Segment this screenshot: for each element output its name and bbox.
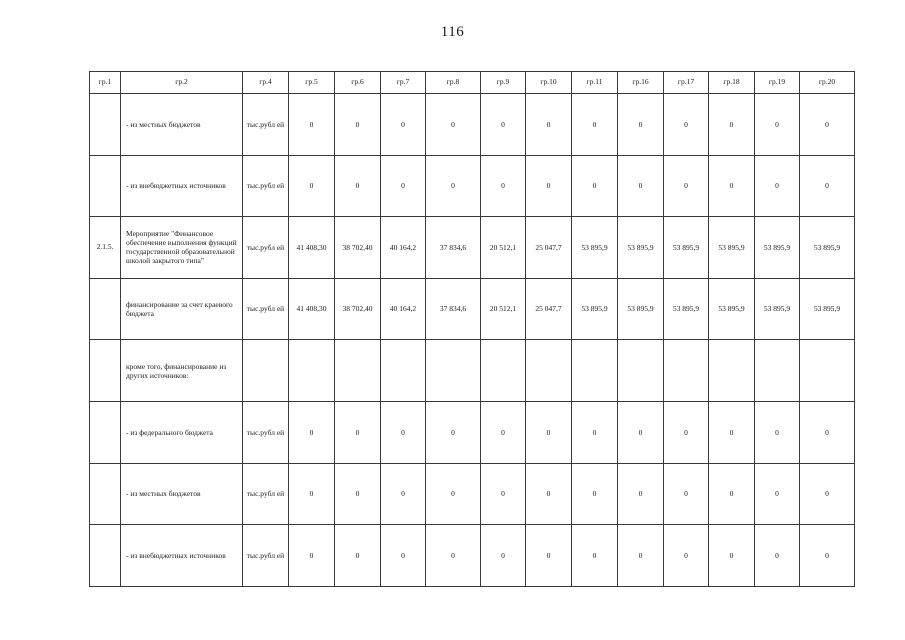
value-cell: 0 (755, 155, 800, 217)
value-cell: 53 895,9 (618, 217, 664, 279)
value-cell: 0 (618, 525, 664, 587)
value-cell: 20 512,1 (481, 278, 526, 340)
column-header: гр.17 (664, 72, 709, 94)
table-body (90, 94, 855, 587)
value-cell: 40 164,2 (381, 217, 426, 279)
value-cell: 0 (426, 525, 481, 587)
value-cell: 53 895,9 (709, 217, 755, 279)
value-cell (481, 340, 526, 402)
value-cell: 53 895,9 (709, 278, 755, 340)
column-header: гр.5 (289, 72, 335, 94)
value-cell: 20 512,1 (481, 217, 526, 279)
row-number-cell (90, 278, 121, 340)
description-cell: финансирование за счет краевого бюджета (121, 278, 243, 340)
table-header-row (90, 72, 855, 94)
column-header: гр.10 (526, 72, 572, 94)
column-header: гр.20 (800, 72, 855, 94)
value-cell: 0 (709, 401, 755, 463)
value-cell: 0 (800, 463, 855, 525)
table-row (90, 463, 855, 525)
value-cell: 0 (335, 401, 381, 463)
column-header: гр.8 (426, 72, 481, 94)
value-cell: 0 (381, 94, 426, 156)
unit-cell: тыс.рубл ей (243, 525, 289, 587)
value-cell: 0 (755, 525, 800, 587)
value-cell (335, 340, 381, 402)
value-cell: 0 (335, 94, 381, 156)
description-cell: - из местных бюджетов (121, 94, 243, 156)
value-cell: 0 (426, 463, 481, 525)
value-cell: 0 (381, 463, 426, 525)
value-cell: 0 (526, 155, 572, 217)
description-cell: кроме того, финансирование из других источников: (121, 340, 243, 402)
value-cell: 37 834,6 (426, 217, 481, 279)
value-cell: 0 (289, 525, 335, 587)
value-cell: 0 (481, 155, 526, 217)
value-cell: 0 (618, 155, 664, 217)
column-header: гр.4 (243, 72, 289, 94)
value-cell (289, 340, 335, 402)
value-cell: 0 (426, 155, 481, 217)
value-cell: 0 (572, 94, 618, 156)
table-row (90, 278, 855, 340)
value-cell: 0 (800, 94, 855, 156)
value-cell: 0 (800, 525, 855, 587)
value-cell: 41 408,30 (289, 278, 335, 340)
value-cell: 0 (664, 94, 709, 156)
value-cell: 0 (381, 401, 426, 463)
budget-table (89, 71, 855, 587)
value-cell: 53 895,9 (664, 217, 709, 279)
unit-cell (243, 340, 289, 402)
unit-cell: тыс.рубл ей (243, 217, 289, 279)
table-row (90, 525, 855, 587)
unit-cell: тыс.рубл ей (243, 463, 289, 525)
value-cell: 0 (664, 463, 709, 525)
value-cell: 0 (572, 525, 618, 587)
description-cell: - из местных бюджетов (121, 463, 243, 525)
value-cell (426, 340, 481, 402)
unit-cell: тыс.рубл ей (243, 278, 289, 340)
column-header: гр.11 (572, 72, 618, 94)
value-cell: 0 (335, 463, 381, 525)
value-cell: 0 (481, 94, 526, 156)
value-cell (755, 340, 800, 402)
column-header: гр.2 (121, 72, 243, 94)
value-cell: 53 895,9 (572, 217, 618, 279)
value-cell: 0 (289, 155, 335, 217)
value-cell: 0 (381, 525, 426, 587)
value-cell: 53 895,9 (618, 278, 664, 340)
column-header: гр.7 (381, 72, 426, 94)
row-number-cell (90, 155, 121, 217)
unit-cell: тыс.рубл ей (243, 401, 289, 463)
value-cell (800, 340, 855, 402)
value-cell: 0 (618, 463, 664, 525)
value-cell: 53 895,9 (755, 217, 800, 279)
value-cell: 0 (526, 525, 572, 587)
value-cell (664, 340, 709, 402)
description-cell: - из внебюджетных источников (121, 155, 243, 217)
column-header: гр.16 (618, 72, 664, 94)
value-cell: 0 (289, 463, 335, 525)
column-header: гр.1 (90, 72, 121, 94)
value-cell: 0 (755, 463, 800, 525)
value-cell: 0 (426, 94, 481, 156)
value-cell: 0 (664, 525, 709, 587)
value-cell: 53 895,9 (800, 217, 855, 279)
value-cell: 0 (800, 155, 855, 217)
column-header: гр.9 (481, 72, 526, 94)
column-header: гр.6 (335, 72, 381, 94)
row-number-cell (90, 525, 121, 587)
value-cell: 38 702,40 (335, 278, 381, 340)
value-cell: 0 (289, 94, 335, 156)
value-cell: 25 047,7 (526, 217, 572, 279)
description-cell: - из федерального бюджета (121, 401, 243, 463)
value-cell: 38 702,40 (335, 217, 381, 279)
table-row (90, 155, 855, 217)
value-cell: 0 (572, 463, 618, 525)
row-number-cell: 2.1.5. (90, 217, 121, 279)
value-cell: 0 (618, 94, 664, 156)
value-cell: 0 (481, 525, 526, 587)
value-cell: 0 (526, 463, 572, 525)
value-cell (526, 340, 572, 402)
row-number-cell (90, 463, 121, 525)
value-cell: 0 (800, 401, 855, 463)
value-cell: 0 (755, 94, 800, 156)
value-cell: 53 895,9 (572, 278, 618, 340)
value-cell: 0 (709, 525, 755, 587)
value-cell: 0 (709, 94, 755, 156)
description-cell: - из внебюджетных источников (121, 525, 243, 587)
column-header: гр.19 (755, 72, 800, 94)
table-row (90, 217, 855, 279)
value-cell: 0 (381, 155, 426, 217)
table-row (90, 94, 855, 156)
value-cell: 40 164,2 (381, 278, 426, 340)
value-cell: 0 (572, 401, 618, 463)
table-row (90, 340, 855, 402)
value-cell: 0 (664, 155, 709, 217)
column-header: гр.18 (709, 72, 755, 94)
value-cell (709, 340, 755, 402)
unit-cell: тыс.рубл ей (243, 94, 289, 156)
value-cell: 0 (481, 401, 526, 463)
row-number-cell (90, 94, 121, 156)
value-cell (618, 340, 664, 402)
value-cell: 0 (526, 94, 572, 156)
value-cell: 0 (572, 155, 618, 217)
value-cell: 0 (709, 463, 755, 525)
value-cell: 0 (618, 401, 664, 463)
row-number-cell (90, 340, 121, 402)
row-number-cell (90, 401, 121, 463)
unit-cell: тыс.рубл ей (243, 155, 289, 217)
value-cell: 53 895,9 (800, 278, 855, 340)
value-cell: 0 (335, 155, 381, 217)
value-cell: 0 (335, 525, 381, 587)
description-cell: Мероприятие "Финансовое обеспечение выполнения функций государственной образовательной школой закрытого типа" (121, 217, 243, 279)
value-cell: 0 (755, 401, 800, 463)
value-cell: 0 (426, 401, 481, 463)
value-cell: 41 408,30 (289, 217, 335, 279)
value-cell: 53 895,9 (755, 278, 800, 340)
value-cell: 53 895,9 (664, 278, 709, 340)
value-cell: 37 834,6 (426, 278, 481, 340)
value-cell: 25 047,7 (526, 278, 572, 340)
value-cell: 0 (481, 463, 526, 525)
value-cell (572, 340, 618, 402)
value-cell (381, 340, 426, 402)
value-cell: 0 (709, 155, 755, 217)
value-cell: 0 (289, 401, 335, 463)
table-row (90, 401, 855, 463)
value-cell: 0 (664, 401, 709, 463)
value-cell: 0 (526, 401, 572, 463)
page-number: 116 (440, 24, 465, 40)
